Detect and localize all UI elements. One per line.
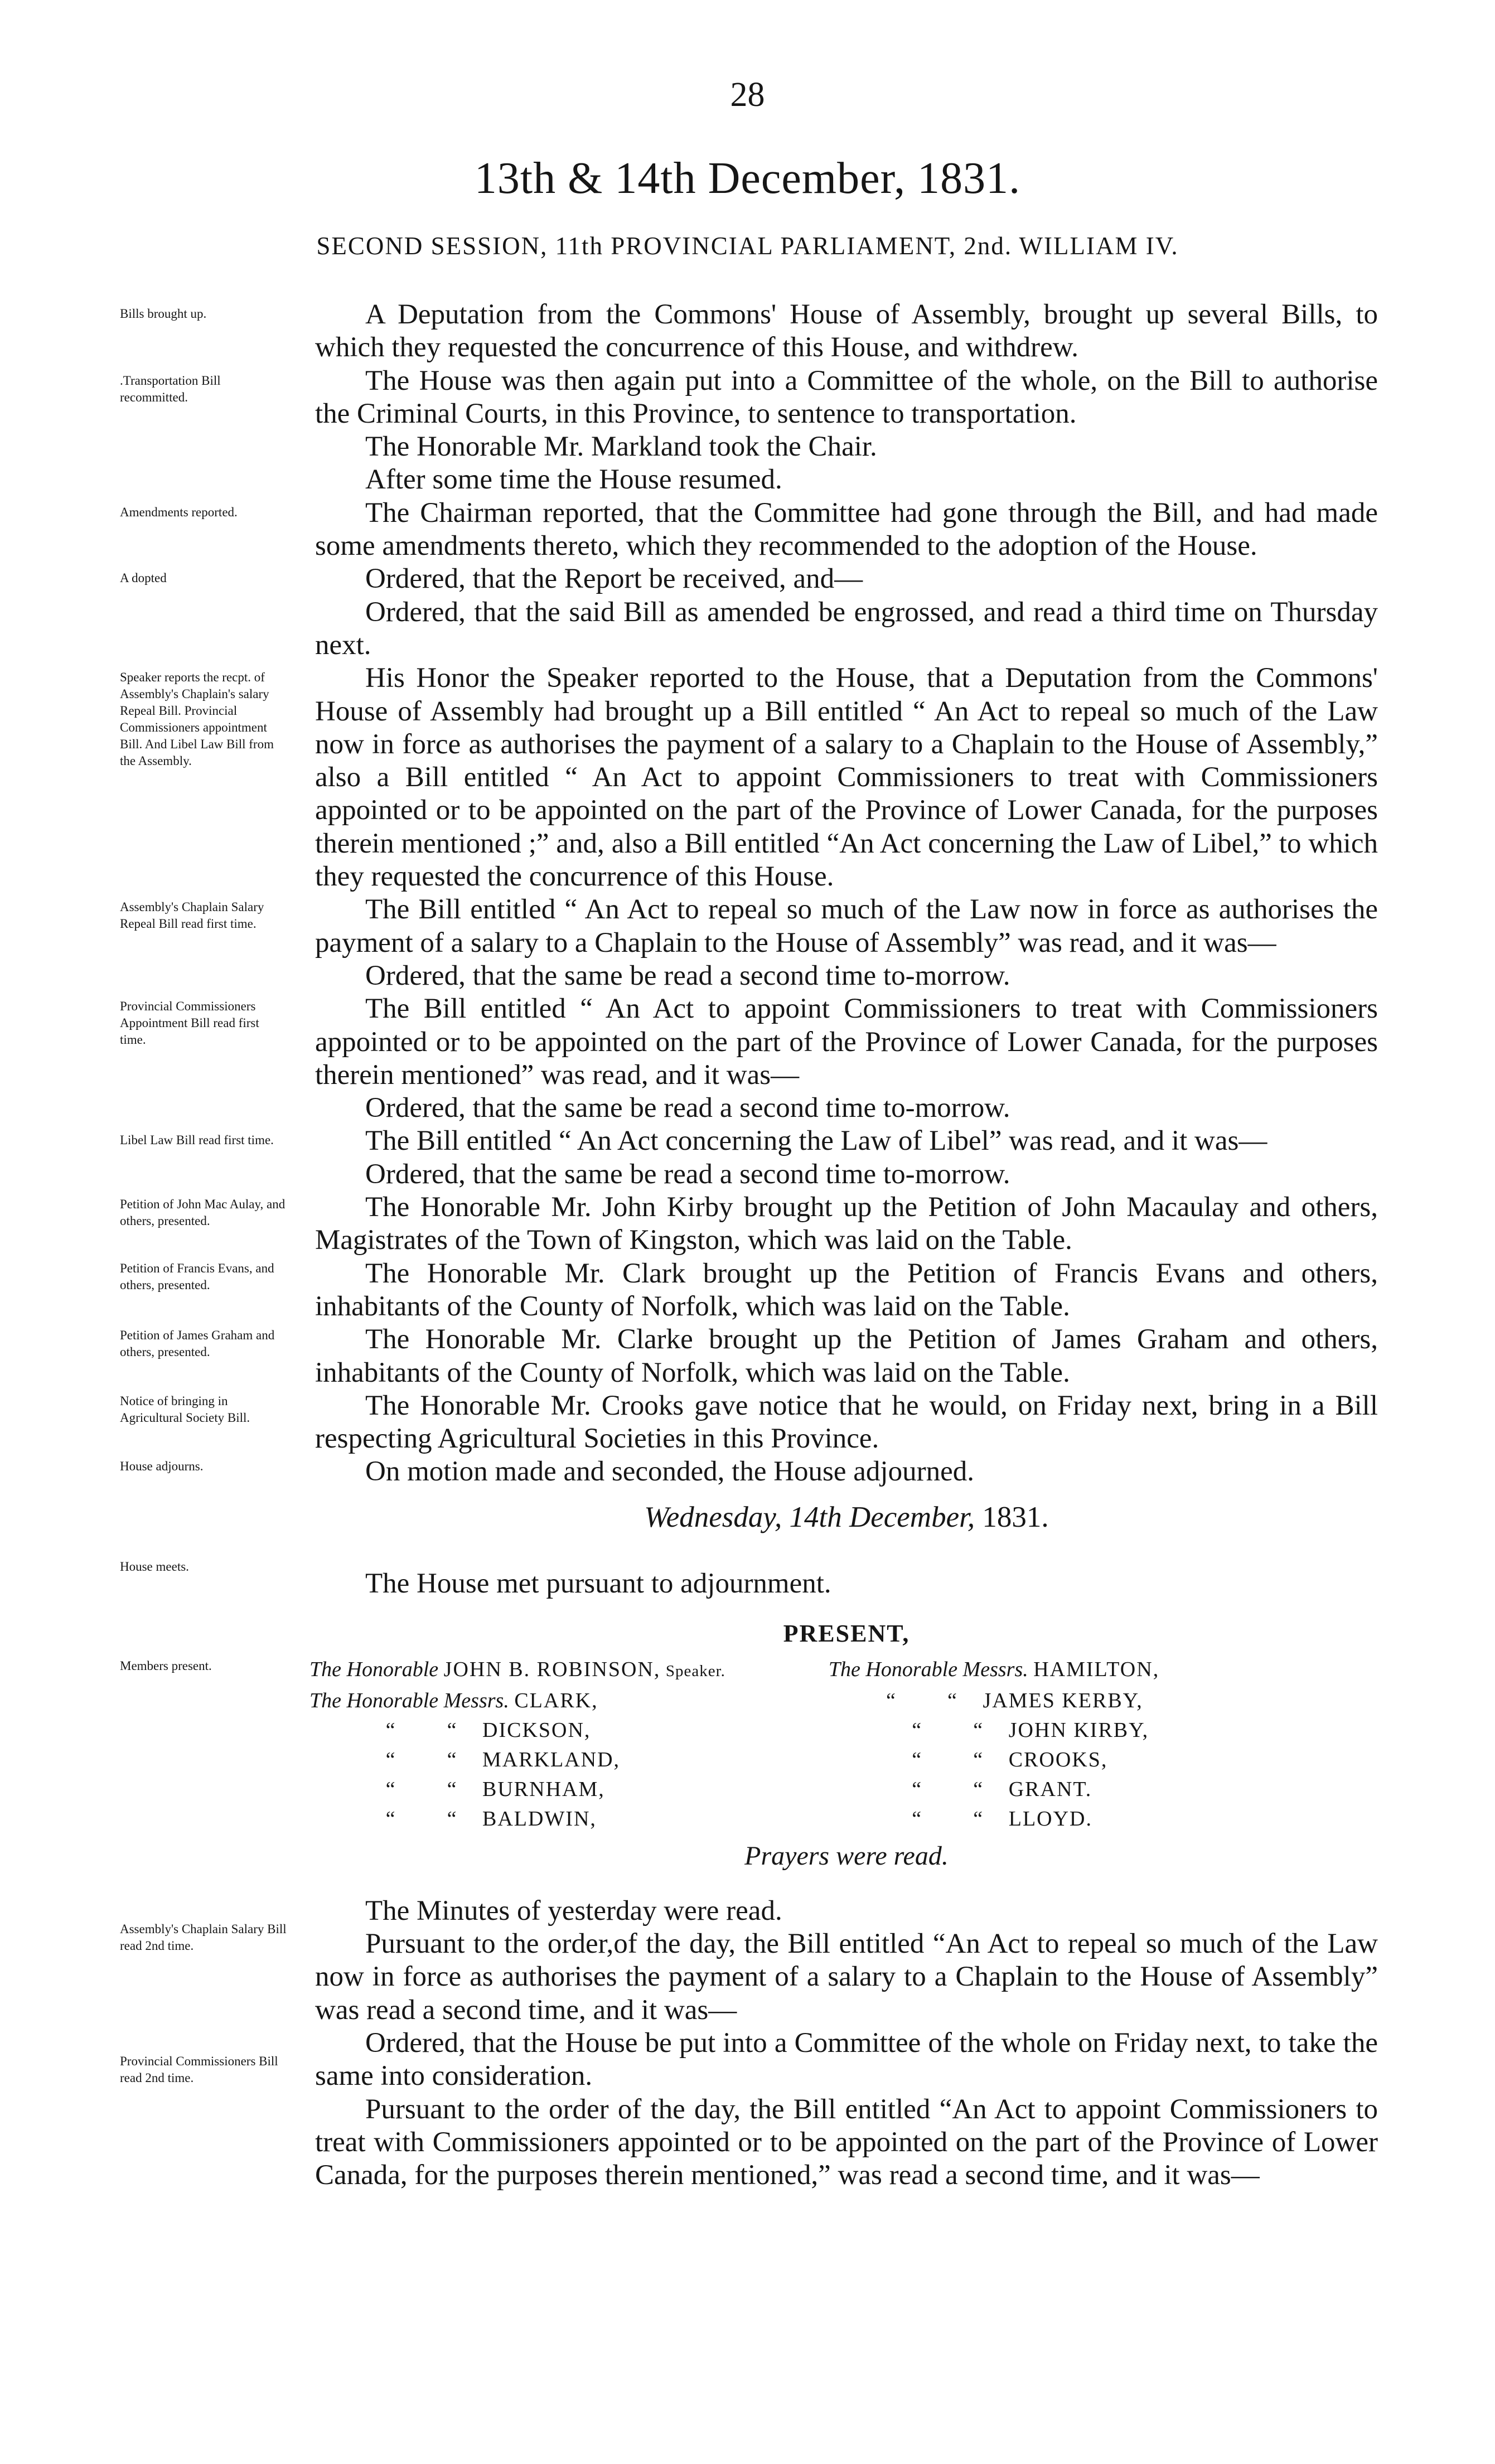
paragraph: The House was then again put into a Committee of the whole, on the Bill to authorise the Criminal Courts, in this Province, to sentence to transportation. xyxy=(315,365,1378,429)
margin-note: Bills brought up. xyxy=(120,307,207,321)
paragraph: Pursuant to the order,of the day, the Bill entitled “An Act to repeal so much of the Law now in force as authorises the payment of a salary to a Chaplain to the House of Assembly” was read a second time, and it was— xyxy=(315,1928,1378,2026)
paragraph: Pursuant to the order of the day, the Bill entitled “An Act to appoint Commissioners to treat with Commissioners appointed or to be appointed on the part of the Province of Lower Canada, for the purposes therein mentioned,” was read a second time, and it was— xyxy=(315,2093,1378,2191)
ditto-mark: “ xyxy=(385,1807,395,1831)
members-row xyxy=(309,1745,1378,1775)
paragraph: His Honor the Speaker reported to the House, that a Deputation from the Commons' House of Assembly had brought up a Bill entitled “ An Act to repeal so much of the Law now in force as authorises the payment of a salary to a Chaplain to the House of Assembly,” also a Bill entitled “ An Act to appoint Commissioners to treat with Commissioners appointed or to be appointed on the part of the Province of Lower Canada, for the purposes therein mentioned ;” and, also a Bill entitled “An Act concerning the Law of Libel,” to which they requested the concurrence of this House. xyxy=(315,662,1378,893)
session-heading: SECOND SESSION, 11th PROVINCIAL PARLIAMENT, 2nd. WILLIAM IV. xyxy=(316,232,1179,260)
house-met: The House met pursuant to adjournment. xyxy=(365,1567,831,1599)
honorable-prefix: The Honorable Messrs. xyxy=(309,1688,509,1712)
paragraph: The Minutes of yesterday were read. xyxy=(365,1895,782,1926)
members-list xyxy=(309,1655,1378,1834)
wednesday-date: 14th December, xyxy=(789,1500,975,1533)
paragraph: The Honorable Mr. Crooks gave notice that he would, on Friday next, bring in a Bill respecting Agricultural Societies in this Province. xyxy=(315,1390,1378,1455)
ditto-mark: “ xyxy=(447,1777,457,1801)
margin-note: Petition of Francis Evans, and others, presented. xyxy=(120,1261,274,1292)
paragraph: Ordered, that the said Bill as amended be engrossed, and read a third time on Thursday next. xyxy=(315,596,1378,661)
ditto-mark: “ xyxy=(447,1718,457,1742)
margin-note: Petition of James Graham and others, presented. xyxy=(120,1328,275,1359)
margin-note: Provincial Commissioners Bill read 2nd time. xyxy=(120,2054,278,2085)
ditto-mark: “ xyxy=(912,1807,922,1831)
ditto-mark: “ xyxy=(385,1718,395,1742)
margin-note: Assembly's Chaplain Salary Repeal Bill read first time. xyxy=(120,900,264,931)
paragraph: A Deputation from the Commons' House of Assembly, brought up several Bills, to which they requested the concurrence of this House, and withdrew. xyxy=(315,299,1378,364)
member-name: JAMES KERBY, xyxy=(983,1688,1143,1712)
page-number: 28 xyxy=(730,76,765,114)
margin-note: House adjourns. xyxy=(120,1459,204,1473)
margin-note: Petition of John Mac Aulay, and others, presented. xyxy=(120,1197,286,1228)
paragraph: The Honorable Mr. Markland took the Chair. xyxy=(365,431,877,463)
paragraph: Ordered, that the House be put into a Committee of the whole on Friday next, to take the same into consideration. xyxy=(315,2027,1378,2092)
paragraph: The Bill entitled “ An Act to appoint Commissioners to treat with Commissioners appointed or to be appointed on the part of the Province of Lower Canada, for the purposes therein mentioned” was read, and it was— xyxy=(315,993,1378,1091)
page-date-title: 13th & 14th December, 1831. xyxy=(474,154,1021,203)
ditto-mark: “ xyxy=(912,1718,922,1742)
paragraph: The Honorable Mr. John Kirby brought up the Petition of John Macaulay and others, Magistrates of the Town of Kingston, which was laid on the Table. xyxy=(315,1192,1378,1256)
member-name: MARKLAND, xyxy=(482,1747,621,1771)
margin-note: A dopted xyxy=(120,571,167,585)
ditto-mark: “ xyxy=(973,1747,983,1771)
honorable-prefix: The Honorable Messrs. xyxy=(828,1657,1028,1681)
margin-note: Notice of bringing in Agricultural Society Bill. xyxy=(120,1394,250,1425)
ditto-mark: “ xyxy=(973,1777,983,1801)
margin-note: .Transportation Bill recommitted. xyxy=(120,374,221,404)
ditto-mark: “ xyxy=(973,1807,983,1831)
ditto-mark: “ xyxy=(385,1777,395,1801)
member-name: BALDWIN, xyxy=(482,1807,597,1831)
member-name: DICKSON, xyxy=(482,1718,591,1742)
member-name: CROOKS, xyxy=(1008,1747,1108,1771)
paragraph: The Chairman reported, that the Committee had gone through the Bill, and had made some amendments thereto, which they recommended to the adoption of the House. xyxy=(315,497,1378,562)
member-name: CLARK, xyxy=(514,1688,598,1712)
wednesday-year: 1831. xyxy=(982,1500,1049,1533)
journal-body xyxy=(309,298,1378,2192)
paragraph: Ordered, that the same be read a second time to-morrow. xyxy=(365,960,1010,991)
paragraph: Ordered, that the Report be received, and— xyxy=(365,563,863,595)
honorable-prefix: The Honorable xyxy=(309,1657,439,1681)
ditto-mark: “ xyxy=(385,1747,395,1771)
ditto-mark: “ xyxy=(947,1688,957,1712)
ditto-mark: “ xyxy=(912,1747,922,1771)
members-row xyxy=(309,1775,1378,1804)
margin-note: Speaker reports the recpt. of Assembly's Chaplain's salary Repeal Bill. Provincial Commissioners appointment Bill. And Libel Law Bill from the Assembly. xyxy=(120,670,274,768)
members-row xyxy=(309,1655,1378,1686)
margin-note: Amendments reported. xyxy=(120,505,238,519)
margin-note: Libel Law Bill read first time. xyxy=(120,1133,274,1147)
member-name: HAMILTON, xyxy=(1033,1657,1160,1681)
members-row xyxy=(309,1716,1378,1745)
paragraph: After some time the House resumed. xyxy=(365,464,782,496)
wednesday-day: Wednesday, xyxy=(644,1500,782,1533)
margin-note: House meets. xyxy=(120,1560,189,1574)
ditto-mark: “ xyxy=(886,1688,896,1712)
prayers-line: Prayers were read. xyxy=(744,1841,949,1871)
paragraph: Ordered, that the same be read a second time to-morrow. xyxy=(365,1092,1010,1124)
paragraph: The Bill entitled “ An Act concerning the Law of Libel” was read, and it was— xyxy=(365,1125,1267,1157)
margin-note: Provincial Commissioners Appointment Bill read first time. xyxy=(120,999,259,1047)
members-row xyxy=(309,1686,1378,1716)
member-name: JOHN KIRBY, xyxy=(1008,1718,1149,1742)
ditto-mark: “ xyxy=(447,1747,457,1771)
margin-note: Members present. xyxy=(120,1659,212,1673)
paragraph: Ordered, that the same be read a second time to-morrow. xyxy=(365,1158,1010,1190)
ditto-mark: “ xyxy=(973,1718,983,1742)
ditto-mark: “ xyxy=(447,1807,457,1831)
speaker-title: Speaker. xyxy=(665,1662,725,1680)
members-row xyxy=(309,1804,1378,1834)
paragraph: The Honorable Mr. Clark brought up the Petition of Francis Evans and others, inhabitants of the County of Norfolk, which was laid on the Table. xyxy=(315,1257,1378,1322)
paragraph: On motion made and seconded, the House adjourned. xyxy=(365,1456,974,1488)
member-name: LLOYD. xyxy=(1008,1807,1092,1831)
paragraph: The Bill entitled “ An Act to repeal so much of the Law now in force as authorises the payment of a salary to a Chaplain to the House of Assembly” was read, and it was— xyxy=(315,894,1378,959)
member-name: BURNHAM, xyxy=(482,1777,605,1801)
margin-note: Assembly's Chaplain Salary Bill read 2nd time. xyxy=(120,1922,287,1953)
ditto-mark: “ xyxy=(912,1777,922,1801)
member-name: GRANT. xyxy=(1008,1777,1092,1801)
member-name: JOHN B. ROBINSON, xyxy=(443,1657,661,1681)
wednesday-heading xyxy=(315,1501,1378,1534)
present-heading: PRESENT, xyxy=(783,1620,910,1648)
paragraph: The Honorable Mr. Clarke brought up the Petition of James Graham and others, inhabitants of the County of Norfolk, which was laid on the Table. xyxy=(315,1324,1378,1388)
